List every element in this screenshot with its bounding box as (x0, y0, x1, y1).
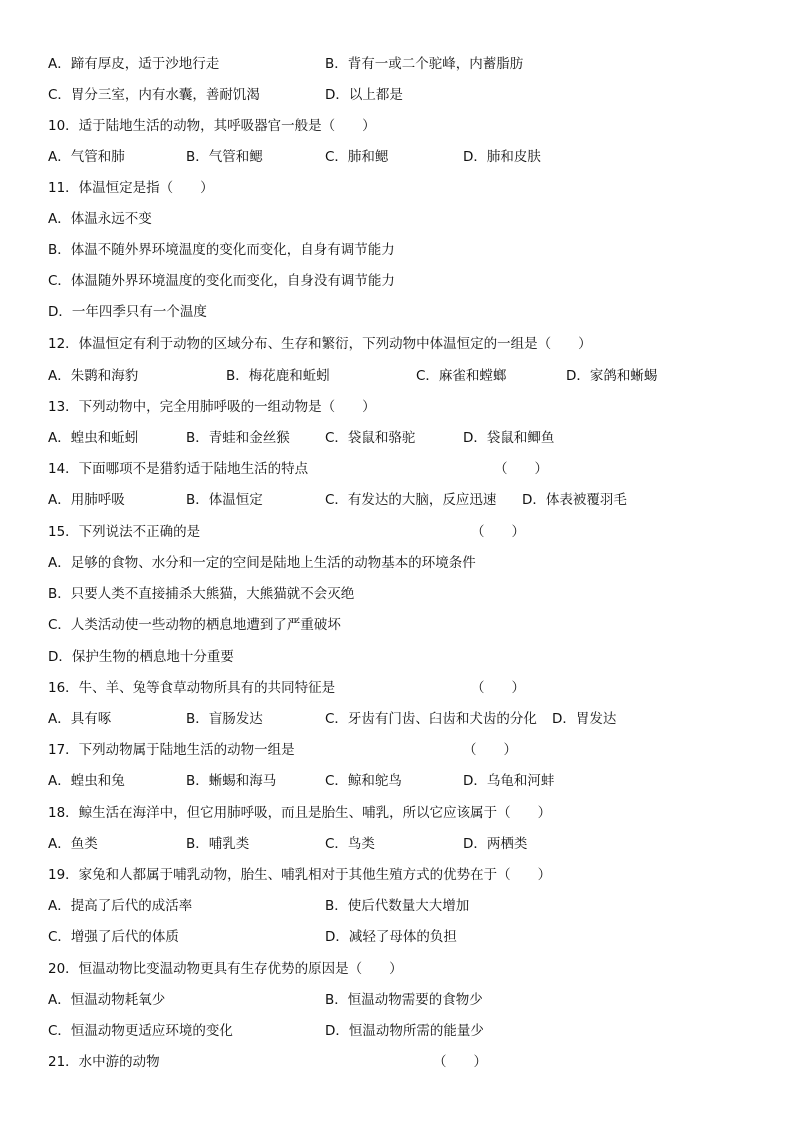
question-line: D．一年四季只有一个温度 (48, 304, 207, 320)
question-line: 19．家兔和人都属于哺乳动物，胎生、哺乳相对于其他生殖方式的优势在于（ ） (48, 867, 552, 883)
answer-option: C．恒温动物更适应环境的变化 (48, 1023, 233, 1039)
answer-option: D．恒温动物所需的能量少 (325, 1023, 484, 1039)
answer-option: B．使后代数量大大增加 (325, 898, 470, 914)
answer-option: B．气管和鳃 (186, 149, 263, 165)
answer-blank: （ ） (471, 524, 525, 540)
question-line: 20．恒温动物比变温动物更具有生存优势的原因是（ ） (48, 961, 403, 977)
answer-option: C．胃分三室，内有水囊，善耐饥渴 (48, 87, 260, 103)
question-line: B．只要人类不直接捕杀大熊猫，大熊猫就不会灭绝 (48, 586, 355, 602)
answer-option: A．具有啄 (48, 711, 112, 727)
question-line: 11．体温恒定是指（ ） (48, 180, 214, 196)
question-line: D．保护生物的栖息地十分重要 (48, 649, 234, 665)
question-line: 13．下列动物中，完全用肺呼吸的一组动物是（ ） (48, 399, 376, 415)
question-line: C．人类活动使一些动物的栖息地遭到了严重破坏 (48, 617, 341, 633)
answer-option: B．背有一或二个驼峰，内蓄脂肪 (325, 56, 524, 72)
question-line: C．体温随外界环境温度的变化而变化，自身没有调节能力 (48, 273, 395, 289)
answer-option: A．鱼类 (48, 836, 98, 852)
question-line: 12．体温恒定有利于动物的区域分布、生存和繁衍，下列动物中体温恒定的一组是（ ） (48, 336, 592, 352)
answer-option: D．肺和皮肤 (463, 149, 541, 165)
question-line: A．足够的食物、水分和一定的空间是陆地上生活的动物基本的环境条件 (48, 555, 476, 571)
answer-option: C．鸟类 (325, 836, 375, 852)
answer-option: A．蹄有厚皮，适于沙地行走 (48, 56, 220, 72)
answer-option: D．以上都是 (325, 87, 403, 103)
answer-option: A．朱鹮和海豹 (48, 368, 139, 384)
answer-option: C．麻雀和螳螂 (416, 368, 507, 384)
question-line: 14．下面哪项不是猎豹适于陆地生活的特点 (48, 461, 309, 477)
question-line: 10．适于陆地生活的动物，其呼吸器官一般是（ ） (48, 118, 376, 134)
answer-option: B．梅花鹿和蚯蚓 (226, 368, 330, 384)
answer-blank: （ ） (494, 461, 548, 477)
question-line: A．体温永远不变 (48, 211, 152, 227)
answer-option: C．增强了后代的体质 (48, 929, 179, 945)
answer-option: B．体温恒定 (186, 492, 263, 508)
answer-option: A．蝗虫和蚯蚓 (48, 430, 139, 446)
answer-blank: （ ） (433, 1054, 487, 1070)
answer-option: D．体表被覆羽毛 (522, 492, 627, 508)
answer-option: B．蜥蜴和海马 (186, 773, 277, 789)
answer-option: A．提高了后代的成活率 (48, 898, 193, 914)
answer-blank: （ ） (463, 742, 517, 758)
answer-option: D．袋鼠和鲫鱼 (463, 430, 555, 446)
answer-option: C．肺和鳃 (325, 149, 389, 165)
answer-option: A．蝗虫和兔 (48, 773, 125, 789)
answer-option: B．哺乳类 (186, 836, 250, 852)
answer-option: C．牙齿有门齿、臼齿和犬齿的分化 (325, 711, 537, 727)
answer-option: A．气管和肺 (48, 149, 125, 165)
question-line: 16．牛、羊、兔等食草动物所具有的共同特征是 (48, 680, 336, 696)
question-line: 18．鲸生活在海洋中，但它用肺呼吸，而且是胎生、哺乳，所以它应该属于（ ） (48, 805, 552, 821)
answer-option: D．胃发达 (552, 711, 617, 727)
answer-option: B．恒温动物需要的食物少 (325, 992, 483, 1008)
answer-option: D．家鸽和蜥蜴 (566, 368, 658, 384)
answer-blank: （ ） (471, 680, 525, 696)
answer-option: D．乌龟和河蚌 (463, 773, 555, 789)
answer-option: A．用肺呼吸 (48, 492, 125, 508)
answer-option: B．盲肠发达 (186, 711, 263, 727)
answer-option: B．青蛙和金丝猴 (186, 430, 290, 446)
answer-option: D．减轻了母体的负担 (325, 929, 457, 945)
question-line: 21．水中游的动物 (48, 1054, 160, 1070)
answer-option: C．有发达的大脑，反应迅速 (325, 492, 497, 508)
answer-option: C．袋鼠和骆驼 (325, 430, 416, 446)
question-line: 15．下列说法不正确的是 (48, 524, 201, 540)
answer-option: C．鲸和鸵鸟 (325, 773, 402, 789)
answer-option: D．两栖类 (463, 836, 528, 852)
question-line: 17．下列动物属于陆地生活的动物一组是 (48, 742, 295, 758)
question-line: B．体温不随外界环境温度的变化而变化，自身有调节能力 (48, 242, 395, 258)
answer-option: A．恒温动物耗氧少 (48, 992, 166, 1008)
